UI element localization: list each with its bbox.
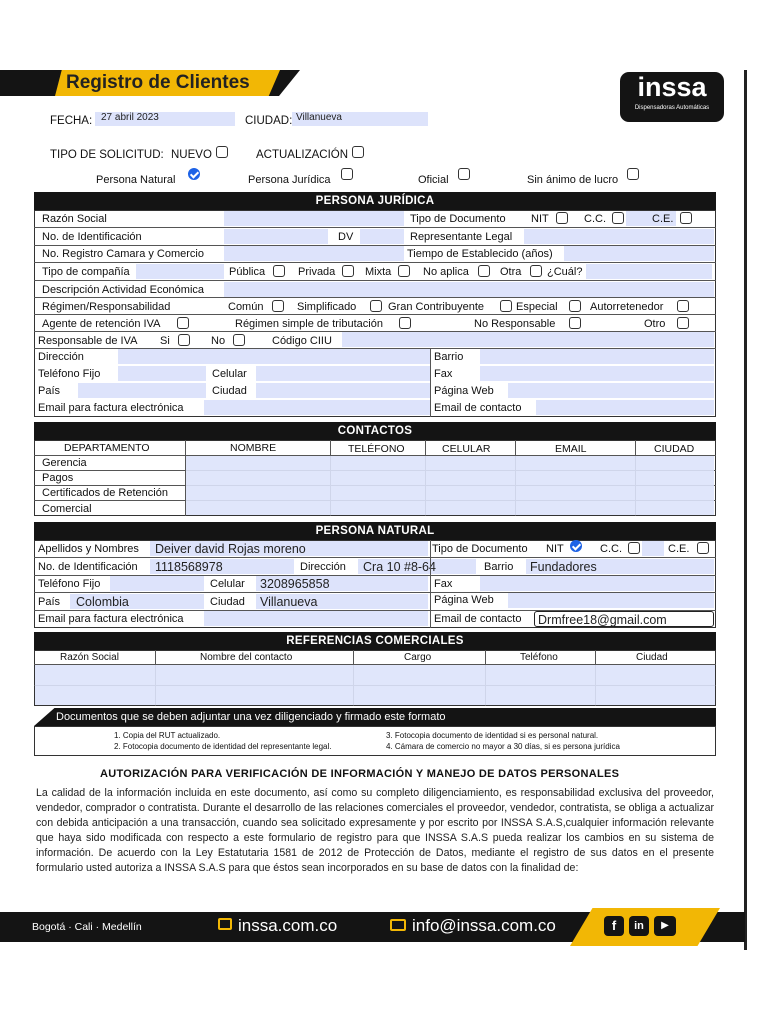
registro-camara-label: No. Registro Camara y Comercio: [42, 248, 204, 260]
jur-fax-field[interactable]: [480, 366, 714, 381]
tiempo-field[interactable]: [564, 246, 714, 261]
nat-cc-label: C.C.: [600, 543, 622, 555]
ce-label: C.E.: [652, 213, 674, 225]
ciiu-label: Código CIIU: [272, 335, 332, 347]
especial-label: Especial: [516, 301, 558, 313]
nat-email-factura-field[interactable]: [204, 611, 428, 626]
ref-col-ciudad: Ciudad: [636, 652, 668, 663]
footer-cities: Bogotá · Cali · Medellín: [32, 921, 142, 933]
representante-field[interactable]: [524, 229, 714, 244]
jur-nit-checkbox[interactable]: [556, 212, 568, 224]
page-title: Registro de Clientes: [66, 72, 250, 93]
persona-natural-checkbox[interactable]: [188, 168, 200, 180]
jur-barrio-field[interactable]: [480, 349, 714, 364]
referencias-fill[interactable]: [35, 665, 715, 705]
jur-web-field[interactable]: [508, 383, 714, 398]
otro-checkbox[interactable]: [677, 317, 689, 329]
gran-contribuyente-checkbox[interactable]: [500, 300, 512, 312]
regimen-simple-checkbox[interactable]: [399, 317, 411, 329]
si-label: Si: [160, 335, 170, 347]
agente-label: Agente de retención IVA: [42, 318, 161, 330]
contactos-col-ciudad: CIUDAD: [654, 443, 695, 455]
logo-text: inssa: [637, 72, 707, 102]
documentos-title: Documentos que se deben adjuntar una vez diligenciado y firmado este formato: [56, 711, 446, 723]
contactos-col-celular: CELULAR: [442, 443, 491, 455]
responsable-iva-label: Responsable de IVA: [38, 335, 138, 347]
no-aplica-label: No aplica: [423, 266, 469, 278]
autorizacion-title: AUTORIZACIÓN PARA VERIFICACIÓN DE INFORMACIÓN Y MANEJO DE DATOS PERSONALES: [100, 768, 620, 780]
pais-label: País: [38, 385, 61, 397]
no-responsable-checkbox[interactable]: [569, 317, 581, 329]
tipo-compania-label: Tipo de compañía: [42, 266, 130, 278]
contactos-row-pagos: Pagos: [42, 472, 74, 484]
actualizacion-checkbox[interactable]: [352, 146, 364, 158]
fecha-value: 27 abril 2023: [101, 112, 159, 123]
nat-cc-checkbox[interactable]: [628, 542, 640, 554]
celular-label: Celular: [212, 368, 247, 380]
nat-barrio-label: Barrio: [484, 561, 514, 573]
contactos-col-nombre: NOMBRE: [230, 442, 277, 454]
sin-animo-label: Sin ánimo de lucro: [527, 174, 619, 186]
privada-checkbox[interactable]: [342, 265, 354, 277]
ref-col-razon: Razón Social: [60, 652, 119, 663]
ciudad-value: Villanueva: [296, 112, 342, 123]
logo-sub: Dispensadoras Automáticas: [634, 105, 710, 111]
youtube-icon[interactable]: ▶: [654, 916, 676, 936]
simplificado-checkbox[interactable]: [370, 300, 382, 312]
referencias-header: REFERENCIAS COMERCIALES: [34, 632, 716, 650]
nat-apellidos-label: Apellidos y Nombres: [38, 543, 139, 555]
nat-ce-label: C.E.: [668, 543, 690, 555]
actualizacion-label: ACTUALIZACIÓN: [256, 149, 349, 161]
jur-direccion-field[interactable]: [118, 349, 430, 364]
no-responsable-label: No Responsable: [474, 318, 556, 330]
mail-icon: [390, 919, 406, 931]
nat-ce-checkbox[interactable]: [697, 542, 709, 554]
nat-web-field[interactable]: [508, 593, 714, 608]
nat-id-value: 1118568978: [155, 560, 223, 574]
nat-id-label: No. de Identificación: [38, 561, 138, 573]
no-identificacion-label: No. de Identificación: [42, 231, 142, 243]
persona-natural-label: Persona Natural: [96, 174, 176, 186]
no-label: No: [211, 335, 226, 347]
cual-label: ¿Cuál?: [547, 266, 583, 278]
fecha-label: FECHA:: [50, 115, 93, 127]
cc-label: C.C.: [584, 213, 606, 225]
ref-col-cargo: Cargo: [404, 652, 432, 663]
razon-social-field[interactable]: [224, 211, 404, 226]
gran-contribuyente-label: Gran Contribuyente: [388, 301, 484, 313]
footer-email[interactable]: info@inssa.com.co: [412, 916, 556, 935]
nuevo-label: NUEVO: [171, 149, 212, 161]
contactos-col-email: EMAIL: [555, 443, 587, 455]
email-factura-label: Email para factura electrónica: [38, 402, 184, 414]
email-contacto-label: Email de contacto: [434, 402, 522, 414]
iva-no-checkbox[interactable]: [233, 334, 245, 346]
inssa-logo: [620, 72, 724, 122]
jur-ce-checkbox[interactable]: [680, 212, 692, 224]
tipo-solicitud-label: TIPO DE SOLICITUD:: [50, 149, 164, 161]
jur-ciudad-field[interactable]: [256, 383, 430, 398]
regimen-simple-label: Régimen simple de tributación: [235, 318, 383, 330]
contactos-row-gerencia: Gerencia: [42, 457, 87, 469]
monitor-icon: [218, 918, 232, 930]
direccion-label: Dirección: [38, 351, 84, 363]
nat-celular-value: 3208965858: [260, 577, 330, 591]
web-label: Página Web: [434, 385, 494, 397]
sin-animo-checkbox[interactable]: [627, 168, 639, 180]
agente-checkbox[interactable]: [177, 317, 189, 329]
no-aplica-checkbox[interactable]: [478, 265, 490, 277]
doc-item-3: 3. Fotocopia documento de identidad si es personal natural.: [386, 731, 599, 740]
mixta-checkbox[interactable]: [398, 265, 410, 277]
dv-label: DV: [338, 231, 354, 243]
fax-label: Fax: [434, 368, 453, 380]
nat-email-contacto-label: Email de contacto: [434, 613, 522, 625]
contactos-row-comercial: Comercial: [42, 503, 92, 515]
razon-social-label: Razón Social: [42, 213, 107, 225]
tipo-documento-label: Tipo de Documento: [410, 213, 506, 225]
otro-label: Otro: [644, 318, 666, 330]
registro-camara-field[interactable]: [224, 246, 404, 261]
nat-direccion-label: Dirección: [300, 561, 346, 573]
descripcion-field[interactable]: [224, 282, 714, 297]
no-identificacion-field[interactable]: [224, 229, 328, 244]
contactos-row-certificados: Certificados de Retención: [42, 487, 168, 499]
oficial-label: Oficial: [418, 174, 449, 186]
nat-pais-label: País: [38, 596, 61, 608]
nat-fax-label: Fax: [434, 578, 453, 590]
ciudad-label: CIUDAD:: [245, 115, 293, 127]
privada-label: Privada: [298, 266, 336, 278]
tiempo-label: Tiempo de Establecido (años): [407, 248, 553, 260]
publica-label: Pública: [229, 266, 266, 278]
representante-label: Representante Legal: [410, 231, 513, 243]
facebook-icon[interactable]: f: [604, 916, 624, 936]
comun-checkbox[interactable]: [272, 300, 284, 312]
nit-label: NIT: [531, 213, 549, 225]
doc-item-2: 2. Fotocopia documento de identidad del representante legal.: [114, 742, 332, 751]
descripcion-label: Descripción Actividad Económica: [42, 284, 205, 296]
otra-label: Otra: [500, 266, 522, 278]
tipo-compania-field: [136, 264, 224, 279]
mixta-label: Mixta: [365, 266, 392, 278]
page-right-border: [744, 70, 747, 950]
nat-web-label: Página Web: [434, 594, 494, 606]
linkedin-icon[interactable]: in: [629, 916, 649, 936]
persona-juridica-checkbox[interactable]: [341, 168, 353, 180]
contactos-col-departamento: DEPARTAMENTO: [64, 442, 150, 454]
ref-col-contacto: Nombre del contacto: [200, 652, 293, 663]
nat-direccion-value: Cra 10 #8-64: [363, 560, 436, 574]
dv-field[interactable]: [360, 229, 404, 244]
nat-nit-checkbox[interactable]: [570, 540, 582, 552]
natural-header: PERSONA NATURAL: [34, 522, 716, 540]
publica-checkbox[interactable]: [273, 265, 285, 277]
contactos-col-telefono: TELÉFONO: [348, 443, 405, 455]
nat-telefono-field[interactable]: [110, 576, 204, 591]
nat-telefono-label: Teléfono Fijo: [38, 578, 101, 590]
nat-fax-field[interactable]: [480, 576, 714, 591]
footer-web[interactable]: inssa.com.co: [238, 916, 338, 935]
doc-item-4: 4. Cámara de comercio no mayor a 30 días, si es persona jurídica: [386, 742, 620, 751]
nat-pais-value: Colombia: [76, 595, 129, 609]
oficial-checkbox[interactable]: [458, 168, 470, 180]
juridica-header: PERSONA JURÍDICA: [34, 192, 716, 210]
autorretenedor-checkbox[interactable]: [677, 300, 689, 312]
autorizacion-text: La calidad de la información incluida en este documento, así como su completo diligenciamiento, es responsabilidad exclusiva del proveedor, vendedor, comprador o contratista. Durante el desarrollo de las relaciones comerciales el proveedor, vendedor, contratista, se obliga a actualizar con debida anticipación a una transacción, cuando sea solicitado expresamente y por escrito por INSSA S.A.S,cualquier información relevante que haya sido modificada con respecto a este formulario de registro para que INSSA S.A.S pueda realizar los cambios en su sistema de información. De acuerdo con la Ley Estatutaria 1581 de 2012 de Protección de Datos, mediante el registro de sus datos en el presente formulario usted autoriza a INSSA S.A.S para que éstos sean incorporados en su base de datos con la finalidad de:: [36, 787, 714, 874]
simplificado-label: Simplificado: [297, 301, 357, 313]
iva-si-checkbox[interactable]: [178, 334, 190, 346]
regimen-label: Régimen/Responsabilidad: [42, 301, 171, 313]
otra-checkbox[interactable]: [530, 265, 542, 277]
telefono-label: Teléfono Fijo: [38, 368, 101, 380]
nat-email-factura-label: Email para factura electrónica: [38, 613, 184, 625]
jur-cc-checkbox[interactable]: [612, 212, 624, 224]
contactos-header: CONTACTOS: [34, 422, 716, 440]
nat-tipo-documento-label: Tipo de Documento: [432, 543, 528, 555]
persona-juridica-label: Persona Jurídica: [248, 174, 331, 186]
barrio-label: Barrio: [434, 351, 464, 363]
nat-apellidos-value: Deiver david Rojas moreno: [155, 542, 306, 556]
nat-barrio-value: Fundadores: [530, 560, 597, 574]
jur-email-contacto-field[interactable]: [536, 400, 714, 415]
cual-field[interactable]: [586, 264, 712, 279]
ciiu-field[interactable]: [342, 332, 714, 347]
autorretenedor-label: Autorretenedor: [590, 301, 664, 313]
comun-label: Común: [228, 301, 264, 313]
nat-ciudad-value: Villanueva: [260, 595, 318, 609]
contactos-fill[interactable]: [186, 456, 714, 515]
jur-telefono-field[interactable]: [118, 366, 206, 381]
nat-ciudad-label: Ciudad: [210, 596, 245, 608]
especial-checkbox[interactable]: [569, 300, 581, 312]
nat-email-contacto-value: Drmfree18@gmail.com: [538, 613, 667, 627]
nuevo-checkbox[interactable]: [216, 146, 228, 158]
nat-tipo-doc-fill: [642, 541, 664, 556]
nat-celular-label: Celular: [210, 578, 245, 590]
ciudad-label-jur: Ciudad: [212, 385, 247, 397]
ref-col-telefono: Teléfono: [520, 652, 558, 663]
doc-item-1: 1. Copia del RUT actualizado.: [114, 731, 221, 740]
jur-pais-field[interactable]: [78, 383, 206, 398]
jur-celular-field[interactable]: [256, 366, 430, 381]
nat-nit-label: NIT: [546, 543, 564, 555]
jur-email-factura-field[interactable]: [204, 400, 430, 415]
